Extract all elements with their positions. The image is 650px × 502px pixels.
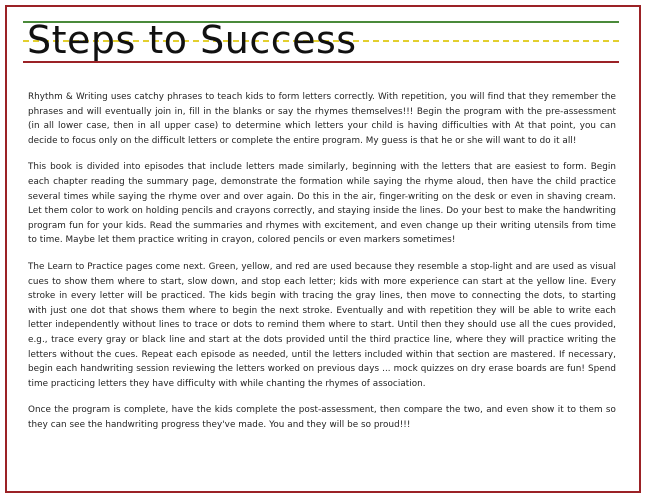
paragraph-intro: Rhythm & Writing uses catchy phrases to teach kids to form letters correctly. With repetition, you will find that they remember the phrases and will eventually join in, fill in the blanks or say the rhymes themselves!!! Begin the program with the pre-assessment (in all lower case, then in all upper case) to determine which letters your child is having difficulties with At that point, you can decide to focus only on the difficult letters or complete the entire program. My guess is that he or she will want to do it all!	[28, 92, 616, 146]
paragraph-episodes: This book is divided into episodes that include letters made similarly, beginning with the letters that are easiest to form. Begin each chapter reading the summary page, demonstrate the formation while saying the rhyme aloud, then have the child practice several times while saying the rhyme over and over again. Do this in the air, finger-writing on the desk or even in shaving cream. Let them color to work on holding pencils and crayons correctly, and staying inside the lines. Do your best to make the handwriting program fun for your kids. Read the summaries and rhymes with excitement, and even change up their writing utensils from time to time. Maybe let them practice writing in crayon, colored pencils or even markers sometimes!	[28, 162, 616, 246]
title-header	[23, 18, 619, 70]
paragraph-conclusion: Once the program is complete, have the kids complete the post-assessment, then compare the two, and even show it to them so they can see the handwriting progress they've made. You and they will be so proud!!!	[28, 405, 616, 430]
body-text	[28, 90, 616, 444]
paragraph-learn-to-practice: The Learn to Practice pages come next. Green, yellow, and red are used because they resemble a stop-light and are used as visual cues to show them where to start, slow down, and stop each letter; kids with more experience can start at the yellow line. Every stroke in every letter will be practiced. The kids begin with tracing the gray lines, then move to connecting the dots, to starting with just one dot that shows them where to begin the next stroke. Eventually and with repetition they will be able to write each letter independently without lines to trace or dots to remind them where to start. Until then they should use all the cues provided, e.g., trace every gray or black line and start at the dots provided until the third practice line, where they will practice writing the letters without the cues. Repeat each episode as needed, until the letters included within that section are mastered. If necessary, begin each handwriting session reviewing the letters worked on previous days ... mock quizzes on dry erase boards are fun! Spend time practicing letters they have difficulty with while chanting the rhymes of association.	[28, 261, 616, 389]
page-title: Steps to Success	[27, 18, 357, 62]
